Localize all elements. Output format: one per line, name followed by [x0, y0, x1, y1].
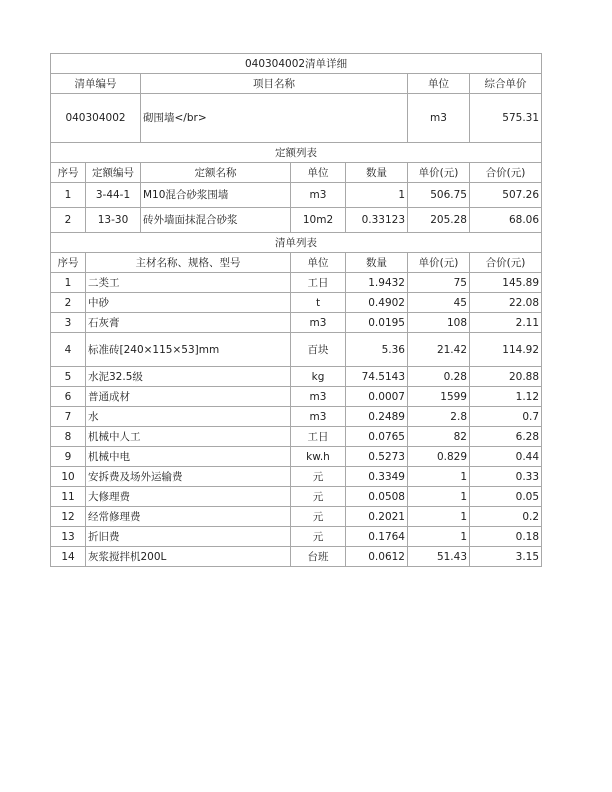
- material-row: [51, 407, 542, 427]
- material-unit-price: 1: [408, 527, 470, 547]
- material-unit-price: 1599: [408, 387, 470, 407]
- material-qty: 0.2021: [346, 507, 408, 527]
- bill-header-row: [51, 74, 542, 94]
- material-seq: 4: [51, 333, 86, 367]
- material-name: 大修理费: [86, 487, 291, 507]
- material-unit-header: 单位: [291, 253, 346, 273]
- material-unit: kg: [291, 367, 346, 387]
- material-qty: 0.2489: [346, 407, 408, 427]
- material-total: 0.2: [470, 507, 542, 527]
- material-seq: 9: [51, 447, 86, 467]
- material-total: 1.12: [470, 387, 542, 407]
- material-row: [51, 487, 542, 507]
- material-unit-price-header: 单价(元): [408, 253, 470, 273]
- bill-code: 040304002: [51, 94, 141, 143]
- quota-qty: 1: [346, 183, 408, 208]
- quota-unit-price: 205.28: [408, 208, 470, 233]
- material-qty: 0.0612: [346, 547, 408, 567]
- quota-name: 砖外墙面抹混合砂浆: [141, 208, 291, 233]
- material-unit: kw.h: [291, 447, 346, 467]
- quota-code: 3-44-1: [86, 183, 141, 208]
- bill-row: [51, 94, 542, 143]
- material-unit: 元: [291, 507, 346, 527]
- material-unit-price: 0.829: [408, 447, 470, 467]
- material-seq: 5: [51, 367, 86, 387]
- material-seq: 2: [51, 293, 86, 313]
- quota-unit-price: 506.75: [408, 183, 470, 208]
- material-unit: m3: [291, 407, 346, 427]
- quota-total: 68.06: [470, 208, 542, 233]
- material-unit: m3: [291, 387, 346, 407]
- material-name: 二类工: [86, 273, 291, 293]
- material-seq: 8: [51, 427, 86, 447]
- material-total: 0.33: [470, 467, 542, 487]
- material-qty: 0.1764: [346, 527, 408, 547]
- material-section-row: [51, 233, 542, 253]
- material-total: 6.28: [470, 427, 542, 447]
- material-qty: 0.0765: [346, 427, 408, 447]
- bill-name: 砌围墙</br>: [141, 94, 408, 143]
- material-row: [51, 447, 542, 467]
- quota-unit-header: 单位: [291, 163, 346, 183]
- material-unit: 台班: [291, 547, 346, 567]
- material-row: [51, 293, 542, 313]
- material-unit-price: 0.28: [408, 367, 470, 387]
- material-seq: 3: [51, 313, 86, 333]
- material-unit-price: 1: [408, 487, 470, 507]
- material-unit-price: 1: [408, 507, 470, 527]
- quota-name-header: 定额名称: [141, 163, 291, 183]
- material-total: 0.7: [470, 407, 542, 427]
- bill-detail-table: [50, 53, 542, 567]
- material-seq: 1: [51, 273, 86, 293]
- material-qty: 0.0508: [346, 487, 408, 507]
- quota-unit-price-header: 单价(元): [408, 163, 470, 183]
- bill-code-header: 清单编号: [51, 74, 141, 94]
- material-row: [51, 387, 542, 407]
- material-row: [51, 367, 542, 387]
- material-name: 石灰膏: [86, 313, 291, 333]
- material-total: 3.15: [470, 547, 542, 567]
- material-row: [51, 527, 542, 547]
- material-qty: 0.3349: [346, 467, 408, 487]
- quota-seq: 2: [51, 208, 86, 233]
- material-unit: t: [291, 293, 346, 313]
- material-unit-price: 82: [408, 427, 470, 447]
- material-total: 22.08: [470, 293, 542, 313]
- material-name: 普通成材: [86, 387, 291, 407]
- material-unit-price: 21.42: [408, 333, 470, 367]
- material-total: 0.18: [470, 527, 542, 547]
- material-total-header: 合价(元): [470, 253, 542, 273]
- material-unit-price: 108: [408, 313, 470, 333]
- quota-code-header: 定额编号: [86, 163, 141, 183]
- material-seq: 12: [51, 507, 86, 527]
- material-name: 经常修理费: [86, 507, 291, 527]
- quota-section-row: [51, 143, 542, 163]
- material-qty: 0.4902: [346, 293, 408, 313]
- quota-header-row: [51, 163, 542, 183]
- material-section-title: 清单列表: [51, 233, 542, 253]
- quota-unit: m3: [291, 183, 346, 208]
- material-seq: 13: [51, 527, 86, 547]
- material-total: 0.05: [470, 487, 542, 507]
- quota-qty-header: 数量: [346, 163, 408, 183]
- material-total: 114.92: [470, 333, 542, 367]
- quota-seq: 1: [51, 183, 86, 208]
- quota-seq-header: 序号: [51, 163, 86, 183]
- material-name: 标准砖[240×115×53]mm: [86, 333, 291, 367]
- material-unit: m3: [291, 313, 346, 333]
- material-unit-price: 51.43: [408, 547, 470, 567]
- quota-total: 507.26: [470, 183, 542, 208]
- bill-unit: m3: [408, 94, 470, 143]
- material-name-header: 主材名称、规格、型号: [86, 253, 291, 273]
- quota-total-header: 合价(元): [470, 163, 542, 183]
- material-unit: 元: [291, 527, 346, 547]
- material-unit-price: 45: [408, 293, 470, 313]
- material-name: 灰浆搅拌机200L: [86, 547, 291, 567]
- material-seq-header: 序号: [51, 253, 86, 273]
- material-name: 机械中人工: [86, 427, 291, 447]
- material-row: [51, 313, 542, 333]
- material-unit: 元: [291, 467, 346, 487]
- material-unit: 元: [291, 487, 346, 507]
- material-qty: 5.36: [346, 333, 408, 367]
- material-qty: 0.5273: [346, 447, 408, 467]
- material-seq: 10: [51, 467, 86, 487]
- material-name: 中砂: [86, 293, 291, 313]
- material-name: 机械中电: [86, 447, 291, 467]
- material-row: [51, 333, 542, 367]
- title-row: [51, 54, 542, 74]
- material-qty: 0.0007: [346, 387, 408, 407]
- material-unit: 百块: [291, 333, 346, 367]
- material-qty: 0.0195: [346, 313, 408, 333]
- material-total: 0.44: [470, 447, 542, 467]
- bill-price: 575.31: [470, 94, 542, 143]
- material-name: 折旧费: [86, 527, 291, 547]
- material-seq: 14: [51, 547, 86, 567]
- quota-unit: 10m2: [291, 208, 346, 233]
- bill-name-header: 项目名称: [141, 74, 408, 94]
- material-unit: 工日: [291, 427, 346, 447]
- quota-row: [51, 208, 542, 233]
- quota-name: M10混合砂浆围墙: [141, 183, 291, 208]
- quota-row: [51, 183, 542, 208]
- material-total: 2.11: [470, 313, 542, 333]
- material-row: [51, 507, 542, 527]
- page-title: 040304002清单详细: [51, 54, 542, 74]
- material-total: 145.89: [470, 273, 542, 293]
- material-name: 水: [86, 407, 291, 427]
- material-unit: 工日: [291, 273, 346, 293]
- material-unit-price: 75: [408, 273, 470, 293]
- material-header-row: [51, 253, 542, 273]
- bill-unit-header: 单位: [408, 74, 470, 94]
- material-seq: 11: [51, 487, 86, 507]
- bill-price-header: 综合单价: [470, 74, 542, 94]
- quota-qty: 0.33123: [346, 208, 408, 233]
- material-qty-header: 数量: [346, 253, 408, 273]
- material-seq: 6: [51, 387, 86, 407]
- quota-section-title: 定额列表: [51, 143, 542, 163]
- quota-code: 13-30: [86, 208, 141, 233]
- material-row: [51, 467, 542, 487]
- material-unit-price: 1: [408, 467, 470, 487]
- material-unit-price: 2.8: [408, 407, 470, 427]
- material-row: [51, 427, 542, 447]
- material-name: 安拆费及场外运输费: [86, 467, 291, 487]
- material-total: 20.88: [470, 367, 542, 387]
- material-name: 水泥32.5级: [86, 367, 291, 387]
- material-row: [51, 547, 542, 567]
- material-qty: 1.9432: [346, 273, 408, 293]
- material-row: [51, 273, 542, 293]
- material-qty: 74.5143: [346, 367, 408, 387]
- material-seq: 7: [51, 407, 86, 427]
